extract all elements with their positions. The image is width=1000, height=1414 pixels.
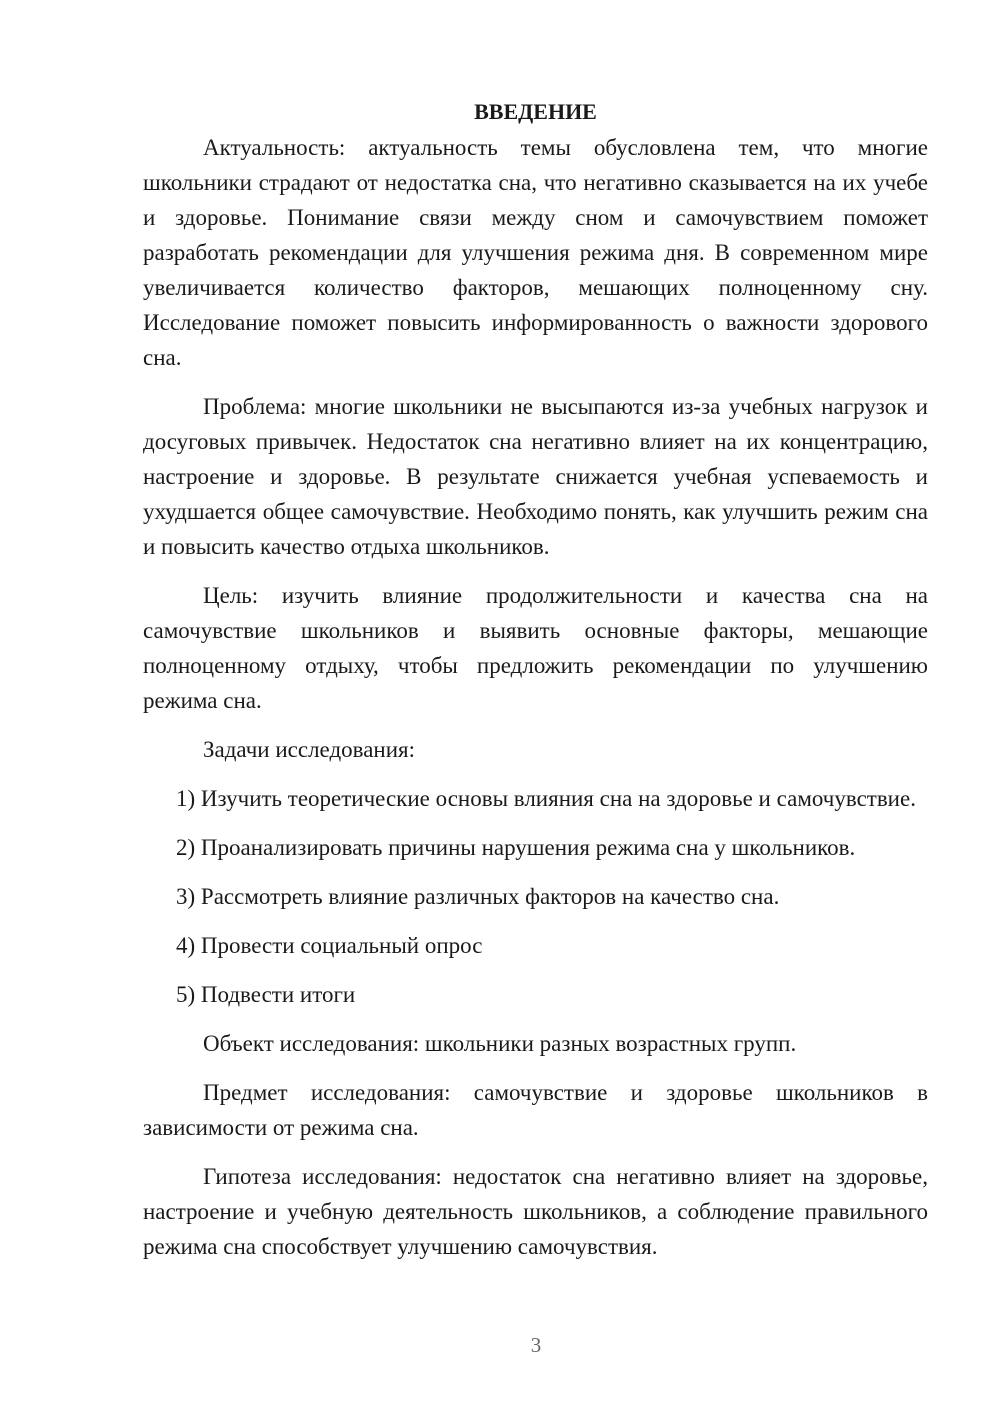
hypothesis-paragraph: Гипотеза исследования: недостаток сна негативно влияет на здоровье, настроение и учебную деятельность школьников, а соблюдение правильного режима сна способствует улучшению самочувствия. [143,1164,928,1259]
task-item: 3) Рассмотреть влияние различных факторов на качество сна. [176,884,780,909]
task-item: 2) Проанализировать причины нарушения режима сна у школьников. [176,835,856,860]
subject-paragraph: Предмет исследования: самочувствие и здоровье школьников в зависимости от режима сна. [143,1080,928,1140]
relevance-paragraph: Актуальность: актуальность темы обусловлена тем, что многие школьники страдают от недостатка сна, что негативно сказывается на их учебе и здоровье. Понимание связи между сном и самочувствием поможет разработать рекомендации для улучшения режима дня. В современном мире увеличивается количество факторов, мешающих полноценному сну. Исследование поможет повысить информированность о важности здорового сна. [143,135,928,370]
section-title: ВВЕДЕНИЕ [474,99,597,124]
document-page [143,94,928,1278]
task-item: 5) Подвести итоги [176,982,356,1007]
goal-paragraph: Цель: изучить влияние продолжительности и качества сна на самочувствие школьников и выявить основные факторы, мешающие полноценному отдыху, чтобы предложить рекомендации по улучшению режима сна. [143,583,928,713]
problem-paragraph: Проблема: многие школьники не высыпаются из-за учебных нагрузок и досуговых привычек. Недостаток сна негативно влияет на их концентрацию, настроение и здоровье. В результате снижается учебная успеваемость и ухудшается общее самочувствие. Необходимо понять, как улучшить режим сна и повысить качество отдыха школьников. [143,394,928,559]
page-number: 3 [530,1333,542,1357]
task-item: 1) Изучить теоретические основы влияния сна на здоровье и самочувствие. [176,786,916,811]
tasks-heading: Задачи исследования: [203,737,416,762]
task-item: 4) Провести социальный опрос [176,933,483,958]
object-paragraph: Объект исследования: школьники разных возрастных групп. [203,1031,797,1056]
